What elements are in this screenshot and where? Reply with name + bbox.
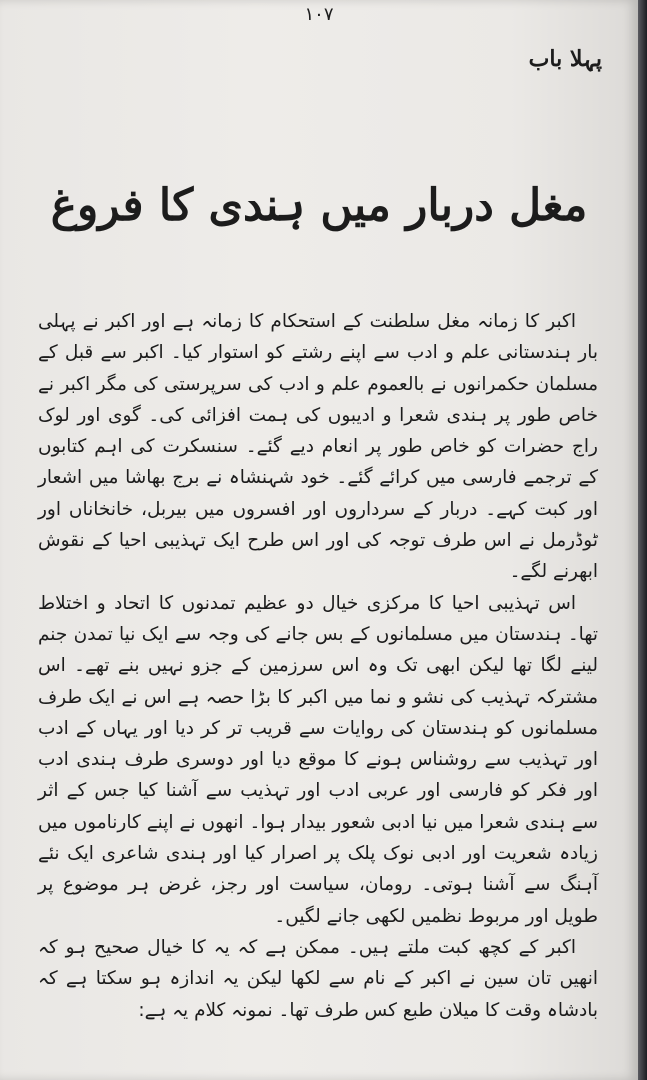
- page-title: مغل دربار میں ہندی کا فروغ: [50, 180, 588, 231]
- page-number: ۱۰۷: [304, 4, 334, 25]
- page-edge: [638, 0, 647, 1080]
- paragraph: اس تہذیبی احیا کا مرکزی خیال دو عظیم تمدنوں کا اتحاد و اختلاط تھا۔ ہندستان میں مسلمانوں کے بس جانے کی وجہ سے ایک نیا تمدن جنم لینے لگا تھا لیکن ابھی تک وہ اس سرزمین کے جزو نہیں بنے تھے۔ اس مشترکہ تہذیب کی نشو و نما میں اکبر کا بڑا حصہ ہے اس نے ایک طرف مسلمانوں کو ہندستان کی روایات سے قریب تر کر دیا اور یہاں کے ادب اور تہذیب سے روشناس ہونے کا موقع دیا اور دوسری طرف ہندی ادب اور فکر کو فارسی اور عربی ادب اور تہذیب سے آشنا کیا جس کے اثر سے ہندی شعرا میں نیا ادبی شعور بیدار ہوا۔ انھوں نے اپنے کارناموں میں زیادہ شعریت اور ادبی نوک پلک پر اصرار کیا اور ہندی شاعری ایک نئے آہنگ سے آشنا ہوتی۔ رومان، سیاست اور رجز، غرض ہر موضوع پر طویل اور مربوط نظمیں لکھی جانے لگیں۔: [38, 592, 598, 927]
- paragraph: اکبر کے کچھ کبت ملتے ہیں۔ ممکن ہے کہ یہ کا خیال صحیح ہو کہ انھیں تان سین نے اکبر کے نام سے لکھا لیکن یہ اندازہ ہو سکتا ہے کہ بادشاہ وقت کا میلان طبع کس طرف تھا۔ نمونہ کلام یہ ہے:: [38, 936, 598, 1021]
- chapter-label: پہلا باب: [528, 46, 602, 72]
- paragraph: اکبر کا زمانہ مغل سلطنت کے استحکام کا زمانہ ہے اور اکبر نے پہلی بار ہندستانی علم و ادب سے اپنے رشتے کو استوار کیا۔ اکبر سے قبل کے مسلمان حکمرانوں نے بالعموم علم و ادب کی سرپرستی کی مگر اکبر نے خاص طور پر ہندی شعرا و ادیبوں کی ہمت افزائی کی۔ گوی اور لوک راج حضرات کو خاص طور پر انعام دیے گئے۔ سنسکرت کی اہم کتابوں کے ترجمے فارسی میں کرائے گئے۔ خود شہنشاہ نے برج بھاشا میں اشعار اور کبت کہے۔ دربار کے سرداروں اور افسروں میں بیربل، خانخاناں اور ٹوڈرمل نے اس طرف توجہ کی اور اس طرح ایک تہذیبی احیا کے نقوش ابھرنے لگے۔: [38, 311, 598, 583]
- body-text: [38, 306, 598, 1026]
